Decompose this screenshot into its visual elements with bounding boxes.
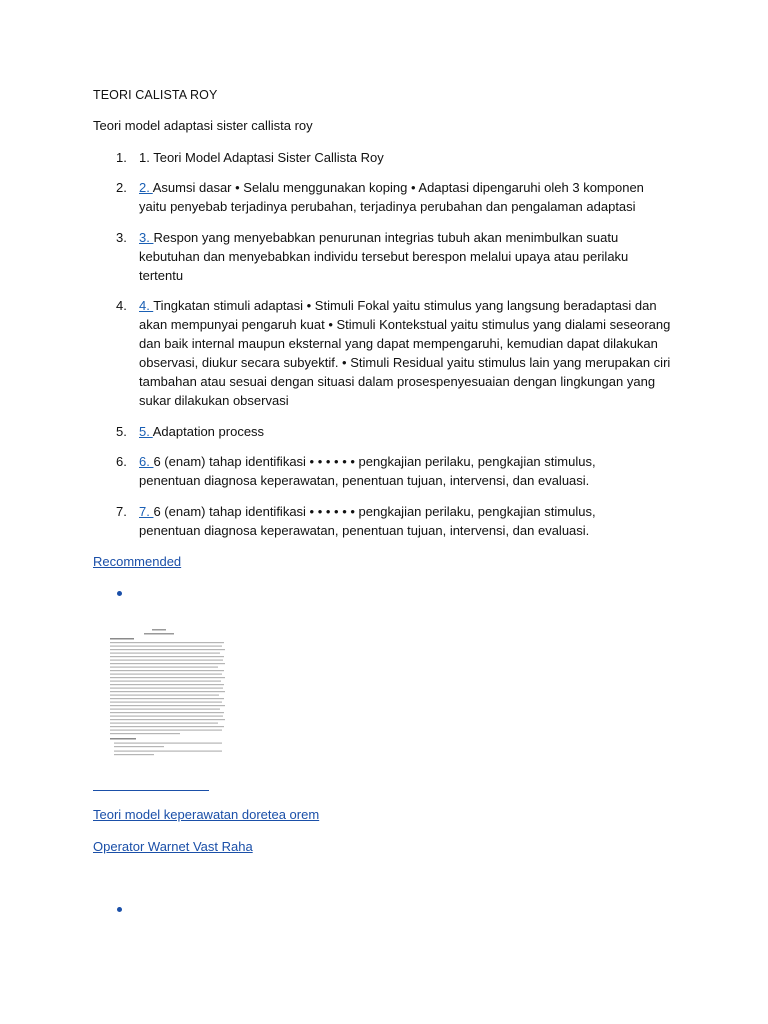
list-item-line: Asumsi dasar • Selalu menggunakan koping • Adaptasi dipengaruhi oleh 3 komponen [152,180,644,195]
list-item-line: dan baik internal maupun eksternal yang dapat mempengaruhi, kemudian dapat dilakukan [139,336,658,351]
list-item-link[interactable]: 7. [139,504,154,519]
recommended-heading[interactable]: Recommended [93,554,182,569]
list-item-line: akan mempunyai pengaruh kuat • Stimuli Kontekstual yaitu stimulus yang dialami seseorang [139,317,671,332]
list-item-line: Tingkatan stimuli adaptasi • Stimuli Fokal yaitu stimulus yang langsung beradaptasi dan [153,298,657,313]
document-title: TEORI CALISTA ROY [93,88,218,102]
list-item-line: Respon yang menyebabkan penurunan integrias tubuh akan menimbulkan suatu [153,230,619,245]
recommended-link[interactable]: Operator Warnet Vast Raha [93,839,253,854]
list-item-number: 2. [116,180,127,195]
list-item-text [139,228,679,285]
list-item-link[interactable]: 3. [139,230,154,245]
recommended-link[interactable]: Teori model keperawatan doretea orem [93,807,320,822]
list-item-line: 1. Teori Model Adaptasi Sister Callista Roy [139,150,384,165]
list-item-line: Adaptation process [152,424,265,439]
list-item-number: 5. [116,424,127,439]
thumbnail-link-underline [93,790,209,791]
list-item-text [139,502,679,540]
recommended-document-thumbnail[interactable] [108,627,228,767]
list-item-line: tambahan atau sesuai dengan situasi dalam prosespenyesuaian dengan lingkungan yang [139,374,656,389]
bullet-icon [117,907,122,912]
list-item-text [139,178,679,216]
list-item-number: 1. [116,150,127,165]
list-item-link[interactable]: 6. [139,454,154,469]
document-page-icon [108,627,228,767]
list-item-text [139,422,679,441]
list-item-link[interactable]: 4. [139,298,154,313]
list-item-line: 6 (enam) tahap identifikasi • • • • • • pengkajian perilaku, pengkajian stimulus, [153,504,596,519]
list-item-link[interactable]: 5. [139,424,153,439]
list-item-text [139,452,679,490]
list-item-text [139,296,679,410]
list-item-text [139,148,679,167]
list-item-line: kebutuhan dan menyebabkan individu tersebut berespon melalui upaya atau perilaku [139,249,629,264]
list-item-line: yaitu penyebab terjadinya perubahan, terjadinya perubahan dan pengalaman adaptasi [139,199,636,214]
list-item-link[interactable]: 2. [139,180,153,195]
list-item-line: penentuan diagnosa keperawatan, penentuan tujuan, intervensi, dan evaluasi. [139,473,590,488]
list-item-line: 6 (enam) tahap identifikasi • • • • • • pengkajian perilaku, pengkajian stimulus, [153,454,596,469]
list-item-line: sukar dilakukan observasi [139,393,289,408]
bullet-icon [117,591,122,596]
list-item-line: tertentu [139,268,184,283]
list-item-number: 3. [116,230,127,245]
list-item-number: 6. [116,454,127,469]
document-subtitle: Teori model adaptasi sister callista roy [93,118,313,133]
list-item-number: 4. [116,298,127,313]
list-item-number: 7. [116,504,127,519]
list-item-line: penentuan diagnosa keperawatan, penentuan tujuan, intervensi, dan evaluasi. [139,523,590,538]
list-item-line: observasi, diukur secara subyektif. • Stimuli Residual yaitu stimulus lain yang merupakan ciri [139,355,671,370]
